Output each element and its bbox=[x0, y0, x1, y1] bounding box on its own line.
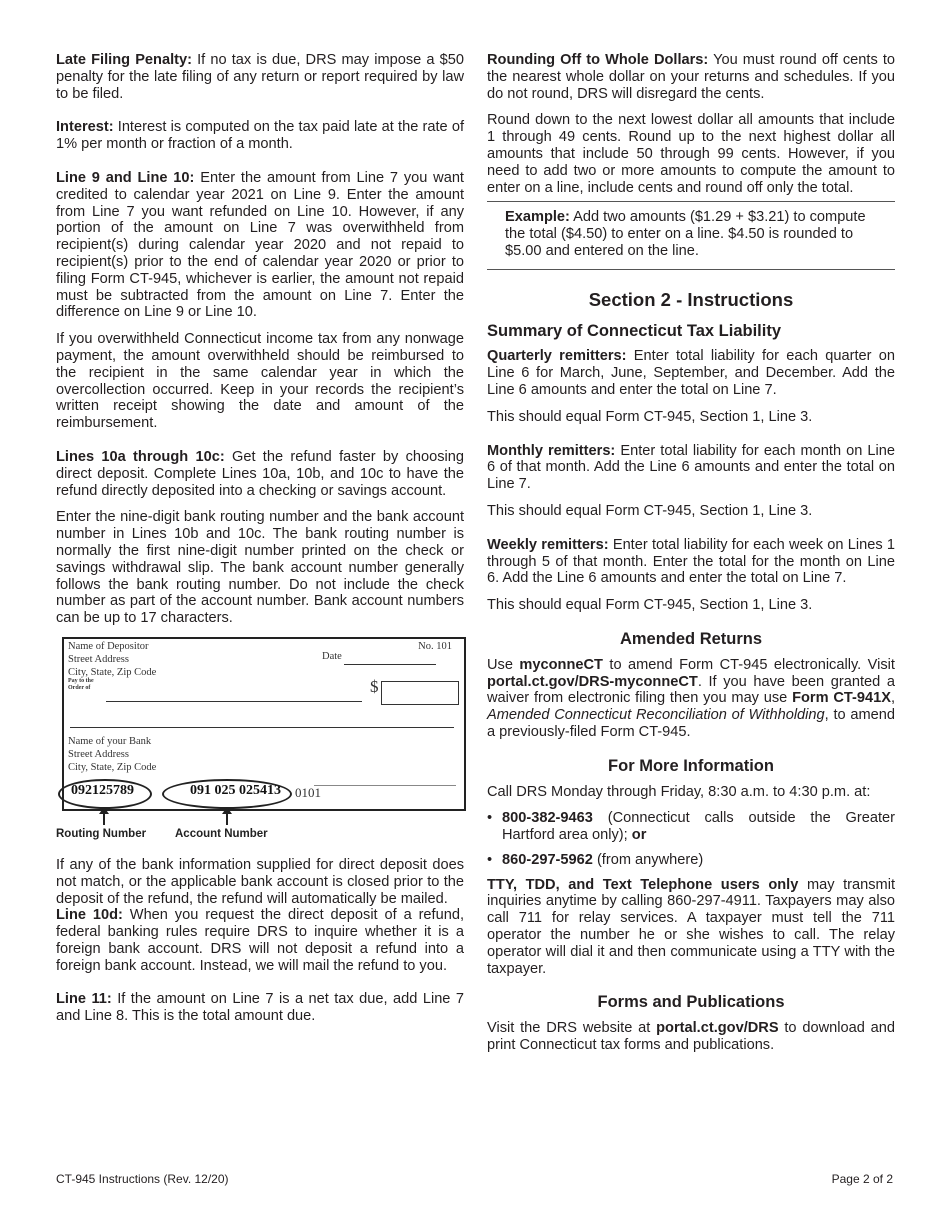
lines10a-paragraph: Lines 10a through 10c: Get the refund faster by choosing direct deposit. Complete Lines 10a, 10b, and 10c to have the refund directly deposited into a checking or savings account. bbox=[56, 448, 464, 499]
line9-10-paragraph: Line 9 and Line 10: Enter the amount from Line 7 you want credited to calendar year 2021 on Line 9. Enter the amount from Line 7 you want refunded on Line 10. However, if any portion of the amount on Line 7 was overwithheld from recipient(s) during calendar year 2020 and not repaid to recipient(s) prior to the end of calendar year 2020 or prior to filing Form CT-945, whichever is earlier, the amount not repaid must be subtracted from the amount on Line 7. Enter the difference on Line 9 or Line 10. bbox=[56, 169, 464, 321]
equal-note-2: This should equal Form CT-945, Section 1, Line 3. bbox=[487, 502, 813, 519]
equal-note-1: This should equal Form CT-945, Section 1, Line 3. bbox=[487, 408, 813, 425]
section2-heading: Section 2 - Instructions bbox=[588, 288, 794, 310]
phone-item-1: • 800-382-9463 (Connecticut calls outside the Greater Hartford area only); or bbox=[487, 810, 895, 844]
mismatch-paragraph: If any of the bank information supplied for direct deposit does not match, or the applicable bank account is closed prior to the deposit of the refund, the refund will automatically be mailed. bbox=[56, 856, 464, 907]
summary-heading: Summary of Connecticut Tax Liability bbox=[487, 321, 781, 340]
bank-street: Street Address bbox=[68, 748, 129, 760]
date-label: Date bbox=[322, 650, 342, 662]
account-oval bbox=[162, 779, 292, 809]
round-down-paragraph: Round down to the next lowest dollar all amounts that include 1 through 49 cents. Round up to the next highest dollar all amounts that include 50 through 99 cents. However, if you need to add two or more amounts to compute the amount to enter on a line, include cents and round off only the total. bbox=[487, 112, 895, 196]
tty-paragraph: TTY, TDD, and Text Telephone users only may transmit inquiries anytime by calling 860-297-4911. Taxpayers may also call 711 for relay services. A taxpayer must tell the 711 operator the number he or she wishes to call. The relay operator will dial it and then communicate using a TTY with the taxpayer. bbox=[487, 876, 896, 977]
amended-returns-heading: Amended Returns bbox=[619, 629, 763, 648]
bank-city: City, State, Zip Code bbox=[68, 761, 157, 773]
routing-oval bbox=[58, 779, 152, 809]
phone-list bbox=[487, 810, 895, 868]
phone-item-2: • 860-297-5962 (from anywhere) bbox=[487, 852, 895, 869]
line11-paragraph: Line 11: If the amount on Line 7 is a net tax due, add Line 7 and Line 8. This is the total amount due. bbox=[56, 991, 464, 1025]
pay-to-label: Pay to the Order of bbox=[68, 677, 94, 691]
weekly-paragraph: Weekly remitters: Enter total liability for each week on Lines 1 through 5 of that month. Enter the total for the month on Line 6. Add the Line 6 amounts and enter the total on Line 7. bbox=[487, 536, 895, 587]
left-column bbox=[56, 52, 464, 1035]
amount-box bbox=[381, 681, 459, 705]
myconnect-link[interactable]: portal.ct.gov/DRS-myconneCT bbox=[487, 673, 698, 690]
late-filing-paragraph: Late Filing Penalty: If no tax is due, DRS may impose a $50 penalty for the late filing of any return or report required by law to be filed. bbox=[56, 52, 464, 102]
memo-line bbox=[70, 727, 454, 728]
routing-number-label: Routing Number bbox=[56, 827, 147, 840]
equal-note-3: This should equal Form CT-945, Section 1, Line 3. bbox=[487, 597, 813, 614]
amended-paragraph: Use myconneCT to amend Form CT-945 electronically. Visit portal.ct.gov/DRS-myconneCT. If you have been granted a waiver from electronic filing then you may use Form CT-941X, Amended Connecticut Reconciliation of Withholding, to amend a previously-filed Form CT-945. bbox=[487, 656, 895, 740]
footer-form-id: CT-945 Instructions (Rev. 12/20) bbox=[56, 1172, 229, 1186]
signature-line bbox=[314, 785, 456, 786]
bank-name: Name of your Bank bbox=[68, 735, 152, 747]
payee-line bbox=[106, 701, 362, 702]
account-arrow-icon bbox=[226, 813, 228, 825]
right-column bbox=[487, 52, 895, 1064]
account-number-label: Account Number bbox=[175, 827, 268, 840]
account-number: 091 025 025413 bbox=[190, 782, 281, 798]
forms-heading: Forms and Publications bbox=[597, 993, 785, 1012]
rounding-paragraph: Rounding Off to Whole Dollars: You must round off cents to the nearest whole dollar on your returns and schedules. If you do not round, DRS will disregard the cents. bbox=[487, 52, 895, 102]
monthly-paragraph: Monthly remitters: Enter total liability for each month on Line 6 of that month. Add the Line 6 amounts and enter the total on Line 7. bbox=[487, 442, 895, 493]
depositor-name: Name of Depositor bbox=[68, 640, 149, 652]
overwithheld-paragraph: If you overwithheld Connecticut income tax from any nonwage payment, the amount overwithheld should be reimbursed to the recipient in the same calendar year in which the overcollection occurred. Keep in your records the recipient’s written receipt showing the date and amount of the reimbursement. bbox=[56, 331, 464, 432]
forms-paragraph: Visit the DRS website at portal.ct.gov/DRS to download and print Connecticut tax forms and publications. bbox=[487, 1020, 895, 1054]
example-box: Example: Add two amounts ($1.29 + $3.21) to compute the total ($4.50) to enter on a line. $4.50 is rounded to $5.00 and entered on the line. bbox=[487, 201, 895, 269]
date-line bbox=[344, 664, 436, 665]
call-hours: Call DRS Monday through Friday, 8:30 a.m. to 4:30 p.m. at: bbox=[487, 783, 871, 800]
drs-website-link[interactable]: portal.ct.gov/DRS bbox=[656, 1020, 779, 1037]
footer-page-number: Page 2 of 2 bbox=[831, 1172, 893, 1186]
dollar-sign: $ bbox=[370, 676, 379, 696]
routing-number: 092125789 bbox=[71, 782, 134, 798]
line10d-paragraph: Line 10d: When you request the direct deposit of a refund, federal banking rules require DRS to inquire whether it is a foreign bank account. DRS will not deposit a refund into a foreign bank account. Instead, we will mail the refund to you. bbox=[56, 907, 465, 974]
check-number: No. 101 bbox=[418, 640, 452, 652]
check-serial: 0101 bbox=[295, 784, 321, 800]
sample-check bbox=[62, 637, 466, 811]
routing-arrow-icon bbox=[103, 813, 105, 825]
more-info-heading: For More Information bbox=[608, 756, 774, 775]
sample-check-diagram bbox=[56, 637, 464, 840]
quarterly-paragraph: Quarterly remitters: Enter total liability for each quarter on Line 6 for March, June, September, and December. Add the Line 6 amounts and enter the total on Line 7. bbox=[487, 348, 896, 398]
depositor-city: City, State, Zip Code bbox=[68, 666, 157, 678]
interest-paragraph: Interest: Interest is computed on the tax paid late at the rate of 1% per month or fraction of a month. bbox=[56, 119, 464, 153]
depositor-street: Street Address bbox=[68, 653, 129, 665]
routing-paragraph: Enter the nine-digit bank routing number and the bank account number in Lines 10b and 10c. The bank routing number is normally the first nine-digit number printed on the check or savings withdrawal slip. The bank account number generally follows the bank routing number. Do not include the check number as part of the account number. Bank account numbers can be up to 17 characters. bbox=[56, 509, 464, 627]
